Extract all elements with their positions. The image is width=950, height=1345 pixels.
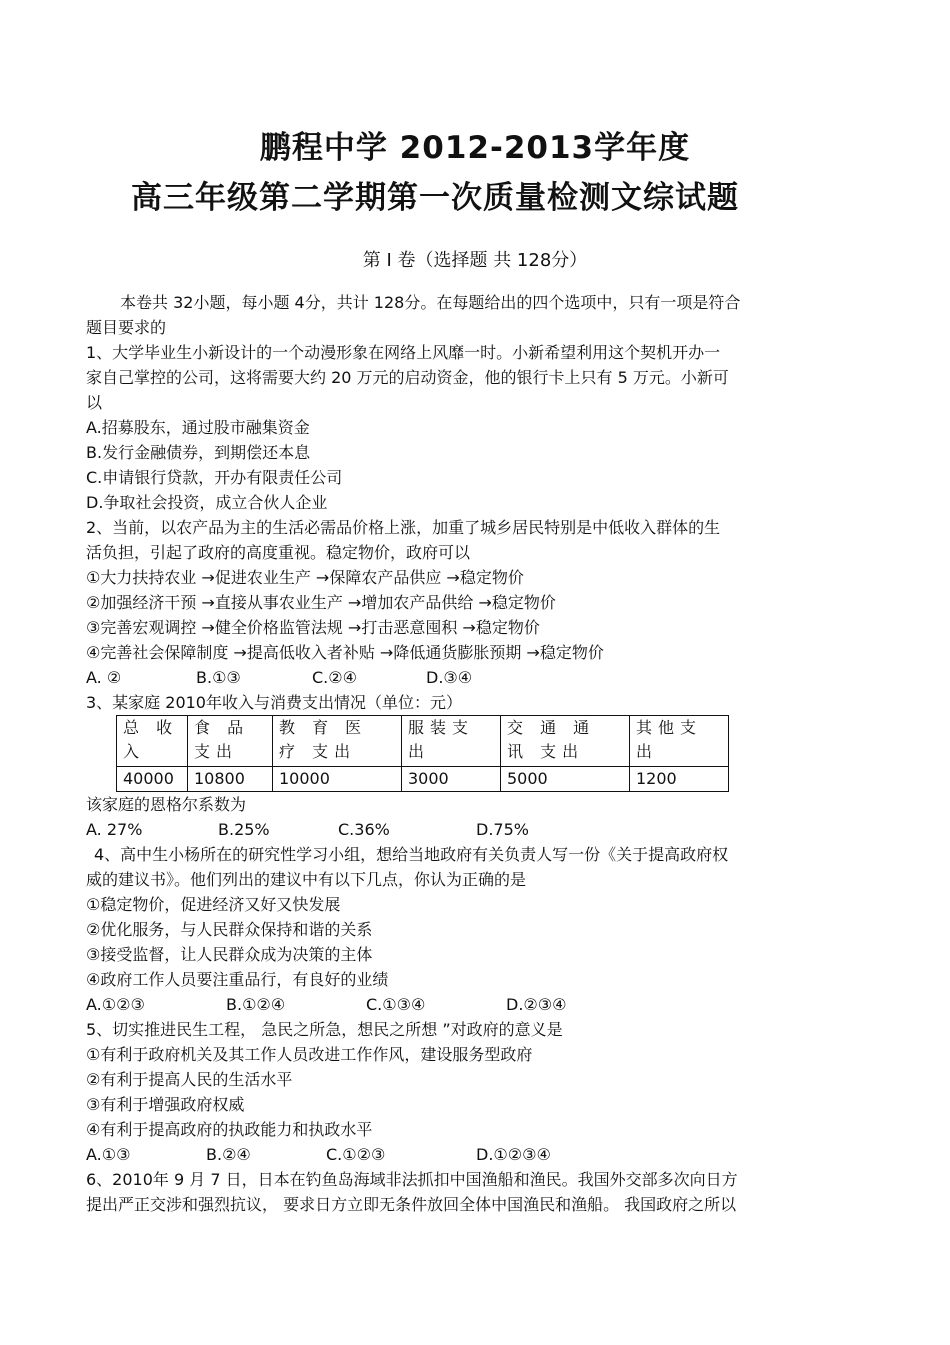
table-header-cell: 服装支出: [402, 716, 501, 767]
q3-choice-c: C.36%: [338, 820, 390, 839]
table-value-cell: 10000: [273, 767, 402, 792]
q2-statement: ④完善社会保障制度 →提高低收入者补贴 →降低通货膨胀预期 →稳定物价: [86, 643, 604, 662]
section-title: 第 I 卷（选择题 共 128分）: [362, 250, 588, 271]
q1-stem: 1、大学毕业生小新设计的一个动漫形象在网络上风靡一时。小新希望利用这个契机开办一: [86, 343, 721, 362]
q3-choice-a: A. 27%: [86, 820, 143, 839]
table-header-cell: 交 通 通 讯 支出: [501, 716, 630, 767]
q6-stem: 提出严正交涉和强烈抗议， 要求日方立即无条件放回全体中国渔民和渔船。 我国政府之所以: [86, 1195, 737, 1214]
table-value-cell: 40000: [117, 767, 188, 792]
q3-choice-b: B.25%: [218, 820, 270, 839]
table-header-cell: 食 品 支出: [188, 716, 273, 767]
q4-stem: 4、高中生小杨所在的研究性学习小组，想给当地政府有关负责人写一份《关于提高政府权: [94, 845, 729, 864]
q2-choices: [86, 665, 850, 690]
q4-statement: ③接受监督，让人民群众成为决策的主体: [86, 945, 373, 964]
q2-statement: ②加强经济干预 →直接从事农业生产 →增加农产品供给 →稳定物价: [86, 593, 556, 612]
q1-option-a: A.招募股东，通过股市融集资金: [86, 418, 310, 437]
q3-stem: 3、某家庭 2010年收入与消费支出情况（单位：元）: [86, 693, 462, 712]
q2-choice-b: B.①③: [196, 668, 241, 687]
q2-choice-a: A. ②: [86, 668, 122, 687]
q2-statement: ①大力扶持农业 →促进农业生产 →保障农产品供应 →稳定物价: [86, 568, 524, 587]
q5-statement: ②有利于提高人民的生活水平: [86, 1070, 293, 1089]
q2-stem: 2、当前，以农产品为主的生活必需品价格上涨，加重了城乡居民特别是中低收入群体的生: [86, 518, 721, 537]
table-value-cell: 1200: [630, 767, 729, 792]
table-value-cell: 5000: [501, 767, 630, 792]
q4-choices: [86, 992, 850, 1017]
q1-stem: 家自己掌控的公司，这将需要大约 20 万元的启动资金，他的银行卡上只有 5 万元。小新可: [86, 368, 729, 387]
q2-statement: ③完善宏观调控 →健全价格监管法规 →打击恶意囤积 →稳定物价: [86, 618, 540, 637]
question-content: [86, 290, 850, 1217]
q5-statement: ③有利于增强政府权威: [86, 1095, 245, 1114]
q2-choice-c: C.②④: [312, 668, 357, 687]
q1-option-d: D.争取社会投资，成立合伙人企业: [86, 493, 328, 512]
q3-choices: [86, 817, 850, 842]
table-header-cell: 其他支出: [630, 716, 729, 767]
q1-stem: 以: [86, 393, 103, 412]
table-value-cell: 3000: [402, 767, 501, 792]
q5-choices: [86, 1142, 850, 1167]
q4-choice-c: C.①③④: [366, 995, 426, 1014]
q3-question: 该家庭的恩格尔系数为: [86, 795, 247, 814]
q5-stem: 5、切实推进民生工程， 急民之所急，想民之所想 ”对政府的意义是: [86, 1020, 563, 1039]
q2-stem: 活负担，引起了政府的高度重视。稳定物价，政府可以: [86, 543, 471, 562]
q6-stem: 6、2010年 9 月 7 日，日本在钓鱼岛海域非法抓扣中国渔船和渔民。我国外交部多次向日方: [86, 1170, 738, 1189]
q1-option-c: C.申请银行贷款，开办有限责任公司: [86, 468, 343, 487]
q4-statement: ①稳定物价，促进经济又好又快发展: [86, 895, 341, 914]
q5-choice-c: C.①②③: [326, 1145, 386, 1164]
q5-choice-a: A.①③: [86, 1145, 131, 1164]
q4-choice-a: A.①②③: [86, 995, 145, 1014]
q3-choice-d: D.75%: [476, 820, 529, 839]
q2-choice-d: D.③④: [426, 668, 473, 687]
q4-choice-d: D.②③④: [506, 995, 567, 1014]
table-header-cell: 教 育 医 疗 支出: [273, 716, 402, 767]
q5-statement: ④有利于提高政府的执政能力和执政水平: [86, 1120, 373, 1139]
q4-statement: ④政府工作人员要注重品行，有良好的业绩: [86, 970, 389, 989]
intro-line: 题目要求的: [86, 318, 167, 337]
table-header-cell: 总 收入: [117, 716, 188, 767]
q3-income-table: [116, 715, 729, 792]
q4-stem: 威的建议书》。他们列出的建议中有以下几点，你认为正确的是: [86, 870, 527, 889]
exam-title-name: 高三年级第二学期第一次质量检测文综试题: [131, 180, 739, 216]
q5-statement: ①有利于政府机关及其工作人员改进工作作风，建设服务型政府: [86, 1045, 533, 1064]
intro-line: 本卷共 32小题，每小题 4分，共计 128分。在每题给出的四个选项中，只有一项是符合: [120, 293, 741, 312]
q5-choice-b: B.②④: [206, 1145, 251, 1164]
q4-statement: ②优化服务，与人民群众保持和谐的关系: [86, 920, 373, 939]
q1-option-b: B.发行金融债券，到期偿还本息: [86, 443, 311, 462]
table-value-cell: 10800: [188, 767, 273, 792]
exam-title-school: 鹏程中学 2012-2013学年度: [259, 130, 691, 166]
q5-choice-d: D.①②③④: [476, 1145, 551, 1164]
q4-choice-b: B.①②④: [226, 995, 286, 1014]
